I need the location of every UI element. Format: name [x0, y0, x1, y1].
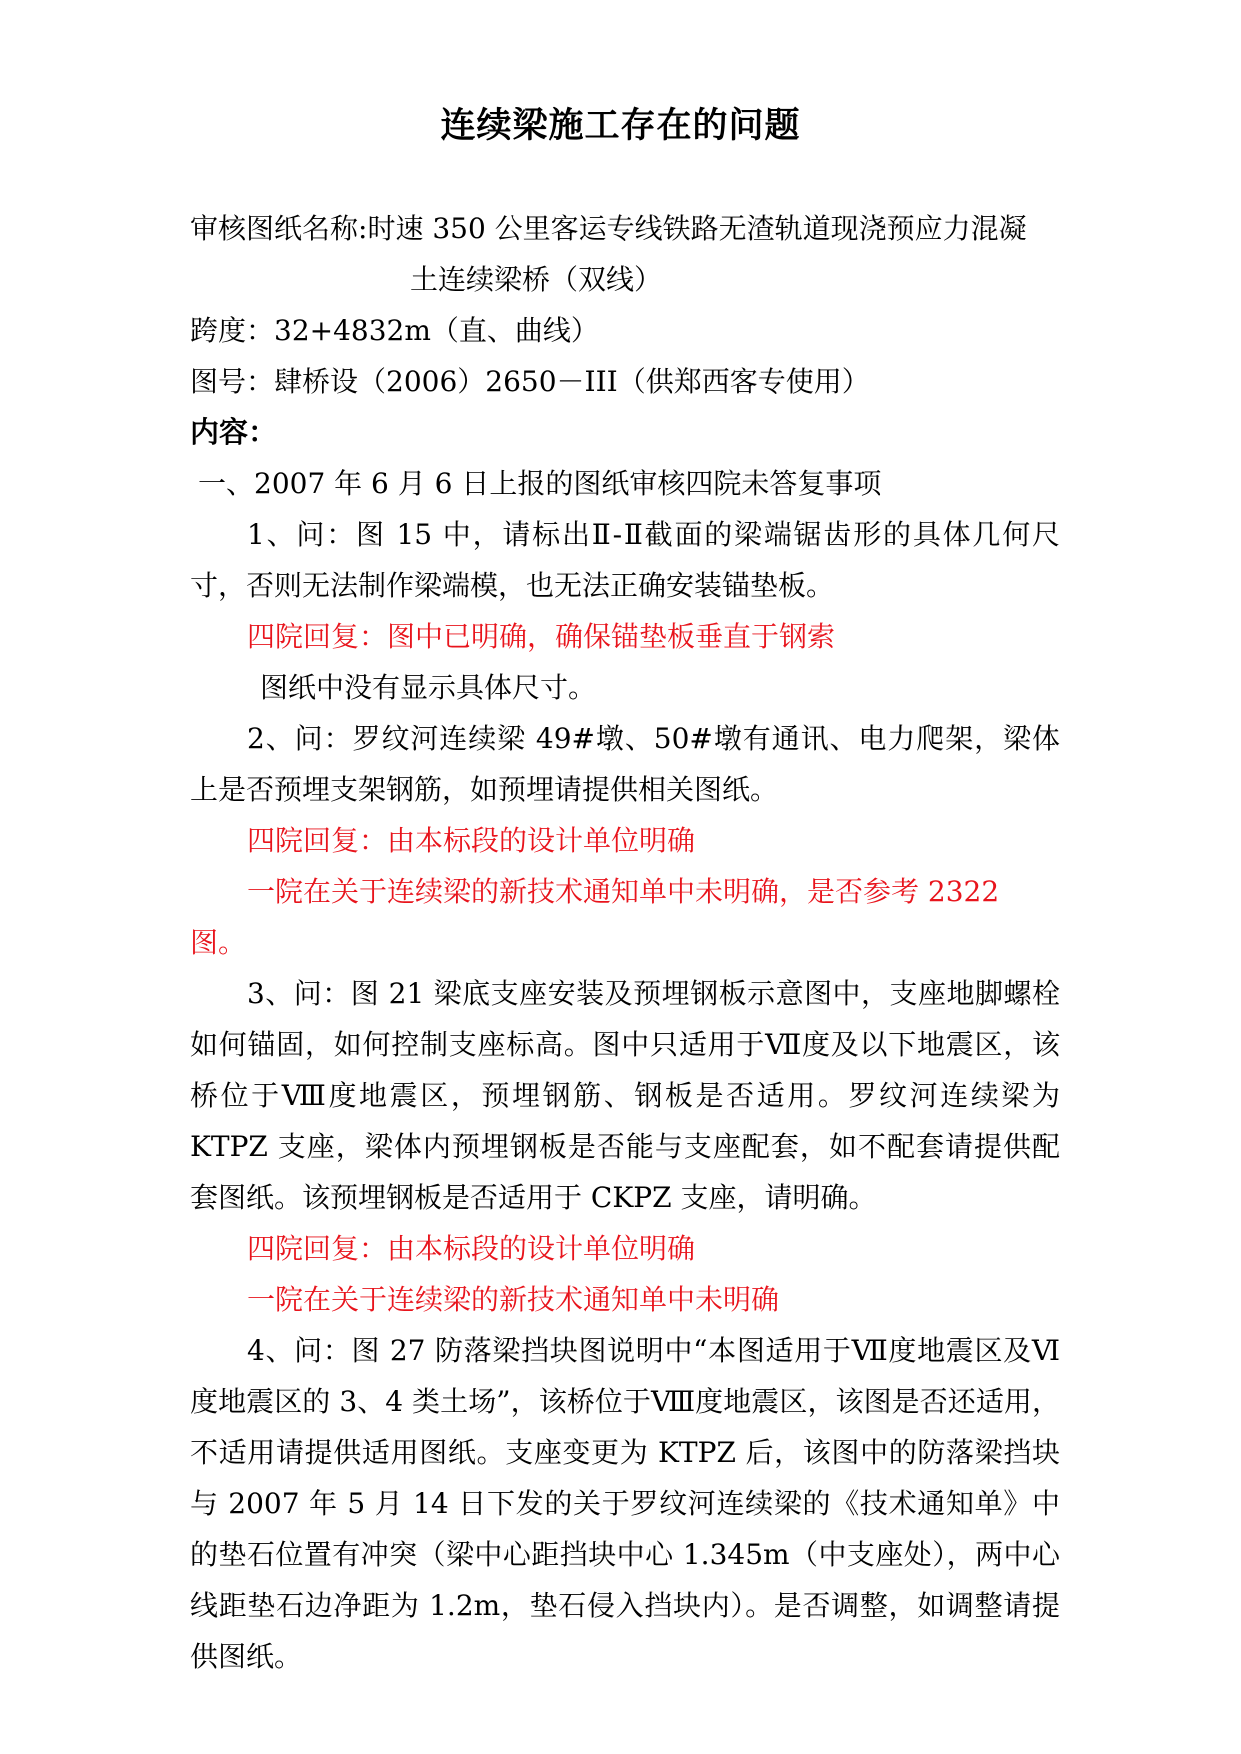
question-1: 1、问：图 15 中，请标出Ⅱ-Ⅱ截面的梁端锯齿形的具体几何尺寸，否则无法制作梁端模，也无法正确安装锚垫板。 — [190, 518, 1060, 602]
reply-1: 四院回复：图中已明确，确保锚垫板垂直于钢索 — [247, 620, 836, 653]
reply-2b: 一院在关于连续梁的新技术通知单中未明确，是否参考 2322 图。 — [190, 875, 1000, 959]
drawing-number-line: 图号：肆桥设（2006）2650－III（供郑西客专使用） — [190, 365, 870, 398]
content-heading: 内容： — [190, 415, 278, 449]
reply-3a: 四院回复：由本标段的设计单位明确 — [247, 1232, 696, 1265]
note-1: 图纸中没有显示具体尺寸。 — [260, 671, 597, 704]
span-line: 跨度：32+4832m（直、曲线） — [190, 314, 599, 347]
drawing-name-label: 审核图纸名称: — [190, 212, 368, 245]
page-title: 连续梁施工存在的问题 — [440, 105, 801, 146]
question-3: 3、问：图 21 梁底支座安装及预埋钢板示意图中，支座地脚螺栓如何锚固，如何控制支座标高。图中只适用于Ⅶ度及以下地震区，该桥位于Ⅷ度地震区，预埋钢筋、钢板是否适用。罗纹河连续梁为 KTPZ 支座，梁体内预埋钢板是否能与支座配套，如不配套请提供配套图纸。该预埋钢板是否适用于 CKPZ 支座，请明确。 — [190, 977, 1060, 1214]
reply-2a: 四院回复：由本标段的设计单位明确 — [247, 824, 696, 857]
document-body — [190, 203, 1060, 1682]
question-4: 4、问：图 27 防落梁挡块图说明中“本图适用于Ⅶ度地震区及Ⅵ度地震区的 3、4 类土场”，该桥位于Ⅷ度地震区，该图是否还适用，不适用请提供适用图纸。支座变更为 KTPZ 后，该图中的防落梁挡块与 2007 年 5 月 14 日下发的关于罗纹河连续梁的《技术通知单》中的垫石位置有冲突（梁中心距挡块中心 1.345m（中支座处），两中心线距垫石边净距为 1.2m，垫石侵入挡块内）。是否调整，如调整请提供图纸。 — [190, 1334, 1060, 1673]
drawing-name-line1 — [190, 203, 1060, 254]
section-heading: 一、2007 年 6 月 6 日上报的图纸审核四院未答复事项 — [198, 467, 882, 500]
drawing-name-value: 时速 350 公里客运专线铁路无渣轨道现浇预应力混凝 — [367, 212, 1027, 245]
reply-3b: 一院在关于连续梁的新技术通知单中未明确 — [247, 1283, 780, 1316]
question-2: 2、问：罗纹河连续梁 49#墩、50#墩有通讯、电力爬架，梁体上是否预埋支架钢筋，如预埋请提供相关图纸。 — [190, 722, 1060, 806]
drawing-name-line2: 土连续梁桥（双线） — [410, 263, 663, 296]
